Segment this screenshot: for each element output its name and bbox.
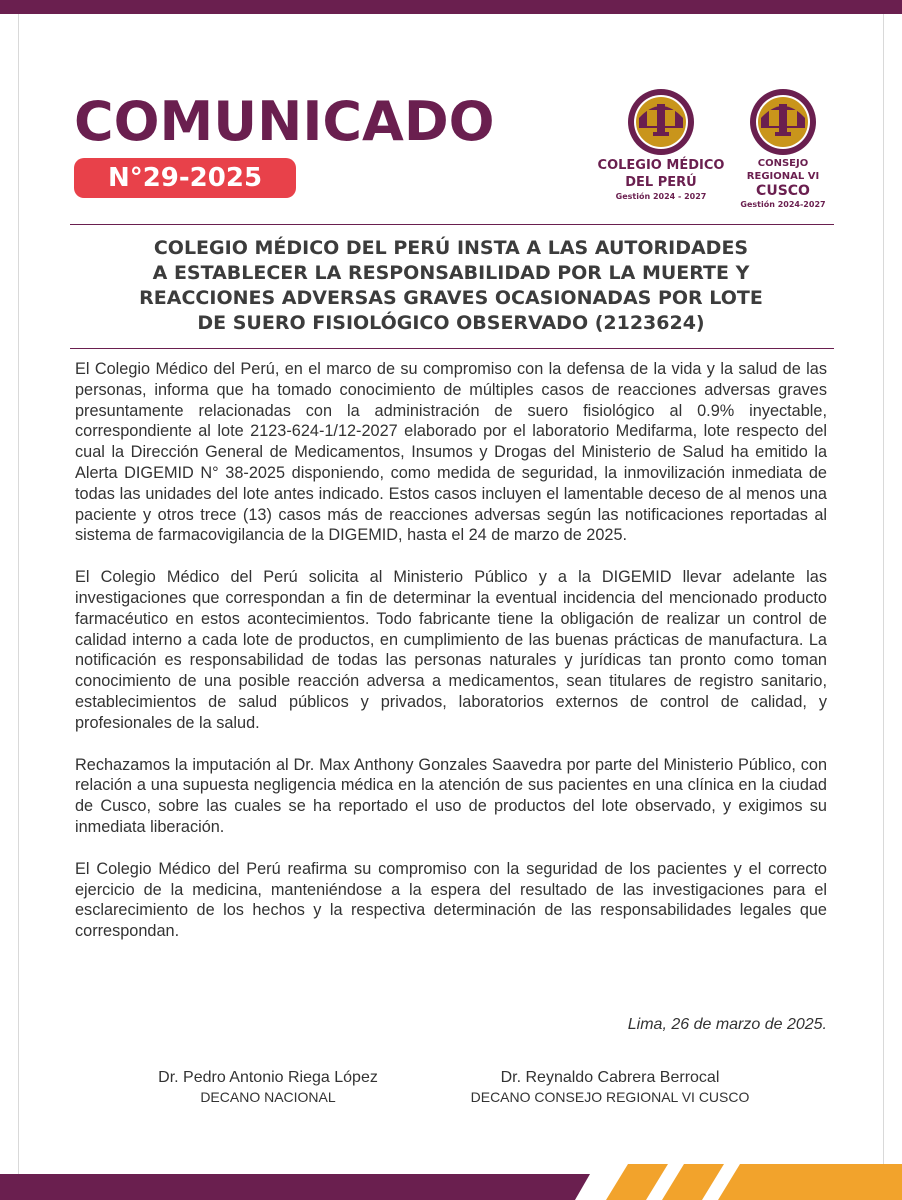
consejo-gestion: Gestión 2024-2027 [740, 200, 826, 209]
headline-line: A ESTABLECER LA RESPONSABILIDAD POR LA MUERTE Y [152, 262, 750, 284]
colegio-medico-name-line1: COLEGIO MÉDICO [597, 158, 725, 173]
consejo-regional-seal-icon [749, 88, 817, 156]
paragraph: Rechazamos la imputación al Dr. Max Anthony Gonzales Saavedra por parte del Ministerio Público, con relación a una supuesta negligencia médica en la atención de sus pacientes en una clínica en la ciudad de Cusco, sobre las cuales se ha reportado el uso de productos del lote observado, y exigimos su inmediata liberación. [75, 755, 827, 836]
signature-block-decano-regional [440, 1068, 780, 1106]
headline-line: DE SUERO FISIOLÓGICO OBSERVADO (2123624) [197, 312, 705, 334]
paragraph: El Colegio Médico del Perú solicita al Ministerio Público y a la DIGEMID llevar adelante las investigaciones que correspondan a fin de determinar la eventual incidencia del mencionado producto farmacéutico en estos acontecimientos. Todo fabricante tiene la obligación de realizar un control de calidad interno a cada lote de productos, en cumplimiento de las buenas prácticas de manufactura. La notificación es responsabilidad de todas las personas naturales y jurídicas tan pronto como toman conocimiento de una posible reacción adversa a medicamentos, sean titulares de registro sanitario, establecimientos de salud públicos y privados, laboratorios externos de control de calidad, y profesionales de la salud. [75, 568, 827, 732]
consejo-regional-logo [736, 88, 830, 210]
colegio-medico-name-line2: DEL PERÚ [625, 175, 697, 190]
divider-bottom [70, 348, 834, 349]
signature-block-decano-nacional [120, 1068, 416, 1106]
signature-title: DECANO CONSEJO REGIONAL VI CUSCO [470, 1089, 750, 1105]
date-line: Lima, 26 de marzo de 2025. [627, 1016, 827, 1033]
body-text [75, 359, 827, 963]
paragraph: El Colegio Médico del Perú reafirma su compromiso con la seguridad de los pacientes y el correcto ejercicio de la medicina, manteniéndose a la espera del resultado de las investigaciones para el esclarecimiento de los hechos y la respectiva determinación de las responsabilidades legales que correspondan. [75, 859, 827, 941]
consejo-name-line2: REGIONAL VI [746, 171, 820, 182]
signature-name: Dr. Pedro Antonio Riega López [158, 1069, 378, 1086]
headline-line: REACCIONES ADVERSAS GRAVES OCASIONADAS POR LOTE [139, 287, 763, 309]
headline [74, 236, 828, 336]
signature-title: DECANO NACIONAL [200, 1089, 336, 1105]
document-title: COMUNICADO [74, 90, 495, 153]
top-bar [0, 0, 902, 14]
signature-name: Dr. Reynaldo Cabrera Berrocal [500, 1069, 720, 1086]
paragraph: El Colegio Médico del Perú, en el marco de su compromiso con la defensa de la vida y la salud de las personas, informa que ha tomado conocimiento de múltiples casos de reacciones adversas graves presuntamente relacionadas con la administración de suero fisiológico al 0.9% inyectable, correspondiente al lote 2123-624-1/12-2027 elaborado por el laboratorio Medifarma, lote respecto del cual la Dirección General de Medicamentos, Insumos y Drogas del Ministerio de Salud ha emitido la Alerta DIGEMID N° 38-2025 disponiendo, como medida de seguridad, la inmovilización inmediata de todas las unidades del lote antes indicado. Estos casos incluyen el lamentable deceso de al menos una paciente y otros trece (13) casos más de reacciones adversas según las notificaciones reportadas al sistema de farmacovigilancia de la DIGEMID, hasta el 24 de marzo de 2025. [75, 360, 827, 545]
consejo-name-line1: CONSEJO [757, 158, 809, 169]
colegio-medico-logo [590, 88, 732, 202]
bottom-decoration [0, 1150, 902, 1200]
headline-line: COLEGIO MÉDICO DEL PERÚ INSTA A LAS AUTORIDADES [153, 237, 749, 259]
divider-top [70, 224, 834, 225]
colegio-medico-gestion: Gestión 2024 - 2027 [615, 192, 707, 201]
consejo-name-line3: CUSCO [756, 183, 810, 199]
communique-number-badge: N°29-2025 [74, 158, 296, 198]
colegio-medico-seal-icon [627, 88, 695, 156]
